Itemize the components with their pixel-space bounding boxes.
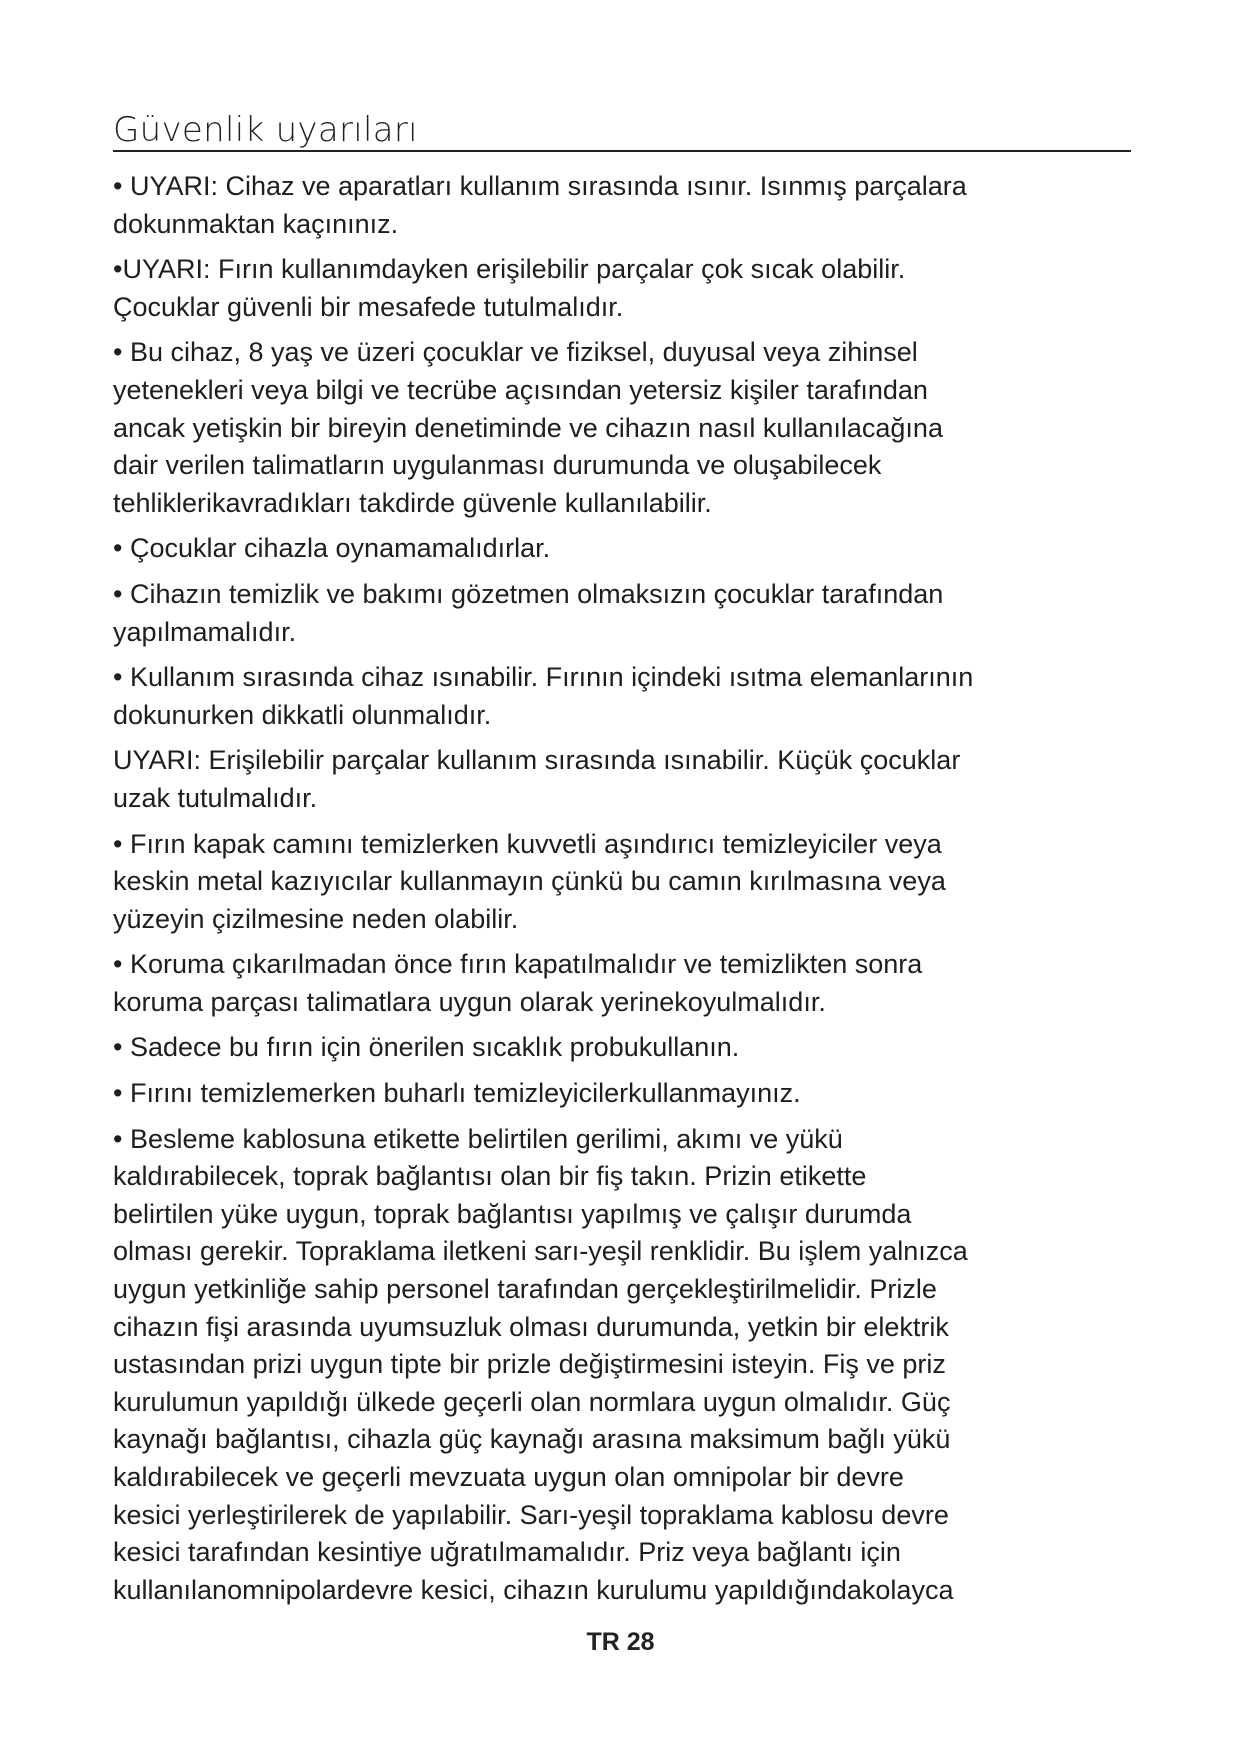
warnings-body xyxy=(113,168,1143,1617)
text-line: tehliklerikavradıkları takdirde güvenle kullanılabilir. xyxy=(113,487,712,518)
text-line: kesici yerleştirilerek de yapılabilir. Sarı-yeşil topraklama kablosu devre xyxy=(113,1499,949,1530)
text-line: • Cihazın temizlik ve bakımı gözetmen olmaksızın çocuklar tarafından xyxy=(113,578,944,609)
text-line: kaldırabilecek ve geçerli mevzuata uygun olan omnipolar bir devre xyxy=(113,1462,904,1492)
text-line: olması gerekir. Topraklama iletkeni sarı-yeşil renklidir. Bu işlem yalnızca xyxy=(113,1236,968,1267)
warning-paragraph xyxy=(113,530,1143,568)
text-line: • Bu cihaz, 8 yaş ve üzeri çocuklar ve fiziksel, duyusal veya zihinsel xyxy=(113,337,918,368)
warning-paragraph xyxy=(113,1075,1143,1113)
warning-paragraph xyxy=(113,251,1143,326)
text-line: • Besleme kablosuna etikette belirtilen gerilimi, akımı ve yükü xyxy=(113,1123,843,1154)
text-line: • UYARI: Cihaz ve aparatları kullanım sırasında ısınır. Isınmış parçalara xyxy=(113,171,967,201)
text-line: yüzeyin çizilmesine neden olabilir. xyxy=(113,903,519,934)
page-number: TR 28 xyxy=(586,1628,655,1656)
text-line: kurulumun yapıldığı ülkede geçerli olan normlara uygun olmalıdır. Güç xyxy=(113,1386,951,1417)
text-line: • Sadece bu fırın için önerilen sıcaklık probukullanın. xyxy=(113,1032,740,1063)
text-line: kullanılanomnipolardevre kesici, cihazın kurulumu yapıldığındakolayca xyxy=(113,1574,954,1605)
warning-paragraph xyxy=(113,576,1143,651)
warning-paragraph xyxy=(113,334,1143,522)
text-line: Çocuklar güvenli bir mesafede tutulmalıdır. xyxy=(113,291,624,322)
warning-paragraph xyxy=(113,826,1143,939)
text-line: belirtilen yüke uygun, toprak bağlantısı yapılmış ve çalışır durumda xyxy=(113,1198,912,1229)
text-line: dokunurken dikkatli olunmalıdır. xyxy=(113,699,492,730)
text-line: cihazın fişi arasında uyumsuzluk olması durumunda, yetkin bir elektrik xyxy=(113,1311,949,1342)
text-line: • Kullanım sırasında cihaz ısınabilir. Fırının içindeki ısıtma elemanlarının xyxy=(113,662,974,693)
title-underline xyxy=(113,150,1131,152)
text-line: •UYARI: Fırın kullanımdayken erişilebilir parçalar çok sıcak olabilir. xyxy=(113,254,906,285)
text-line: dair verilen talimatların uygulanması durumunda ve oluşabilecek xyxy=(113,450,882,481)
text-line: UYARI: Erişilebilir parçalar kullanım sırasında ısınabilir. Küçük çocuklar xyxy=(113,745,961,776)
text-line: uzak tutulmalıdır. xyxy=(113,782,318,813)
warning-paragraph xyxy=(113,742,1143,817)
text-line: ancak yetişkin bir bireyin denetiminde ve cihazın nasıl kullanılacağına xyxy=(113,412,943,443)
warning-paragraph xyxy=(113,1121,1143,1610)
text-line: kaynağı bağlantısı, cihazla güç kaynağı arasına maksimum bağlı yükü xyxy=(113,1424,951,1455)
text-line: dokunmaktan kaçınınız. xyxy=(113,208,399,239)
section-title: Güvenlik uyarıları xyxy=(113,110,418,150)
text-line: yapılmamalıdır. xyxy=(113,616,297,647)
text-line: kesici tarafından kesintiye uğratılmamalıdır. Priz veya bağlantı için xyxy=(113,1537,901,1568)
text-line: • Fırın kapak camını temizlerken kuvvetli aşındırıcı temizleyiciler veya xyxy=(113,828,942,859)
warning-paragraph xyxy=(113,659,1143,734)
text-line: • Fırını temizlemerken buharlı temizleyicilerkullanmayınız. xyxy=(113,1078,801,1109)
text-line: yetenekleri veya bilgi ve tecrübe açısından yetersiz kişiler tarafından xyxy=(113,374,928,405)
warning-paragraph xyxy=(113,168,1143,243)
text-line: uygun yetkinliğe sahip personel tarafından gerçekleştirilmelidir. Prizle xyxy=(113,1274,937,1305)
text-line: kaldırabilecek, toprak bağlantısı olan bir fiş takın. Prizin etikette xyxy=(113,1161,867,1192)
text-line: • Koruma çıkarılmadan önce fırın kapatılmalıdır ve temizlikten sonra xyxy=(113,949,923,980)
warning-paragraph xyxy=(113,1029,1143,1067)
text-line: ustasından prizi uygun tipte bir prizle değiştirmesini isteyin. Fiş ve priz xyxy=(113,1349,946,1380)
text-line: koruma parçası talimatlara uygun olarak yerinekoyulmalıdır. xyxy=(113,986,826,1017)
text-line: • Çocuklar cihazla oynamamalıdırlar. xyxy=(113,533,551,564)
warning-paragraph xyxy=(113,946,1143,1021)
text-line: keskin metal kazıyıcılar kullanmayın çünkü bu camın kırılmasına veya xyxy=(113,866,946,897)
